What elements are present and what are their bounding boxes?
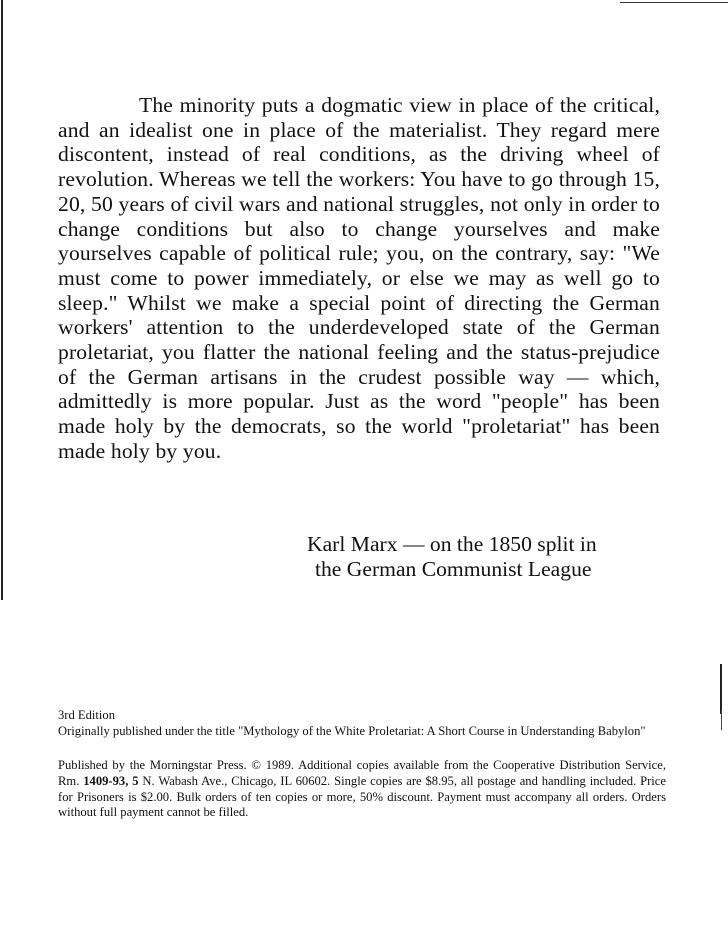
attribution-line-1: Karl Marx — on the 1850 split in: [307, 532, 597, 556]
edition-note: [58, 708, 666, 739]
scan-edge-right-lower: [721, 710, 722, 730]
publisher-info: [58, 758, 666, 821]
publisher-room-number: 1409-93, 5: [83, 773, 139, 788]
scan-edge-top: [620, 2, 728, 3]
scan-edge-right: [720, 664, 722, 714]
edition-label: 3rd Edition: [58, 708, 116, 722]
publisher-text-1: Published by the Morningstar Press. © 1989. Additional copies available from the Cooperative Distribution Service, Rm.: [58, 758, 666, 788]
attribution-line-2: the German Communist League: [315, 556, 592, 581]
epigraph-quote: The minority puts a dogmatic view in place of the critical, and an idealist one in place of the materialist. They regard mere discontent, instead of real conditions, as the driving wheel of revolution. Whereas we tell the workers: You have to go through 15, 20, 50 years of civil wars and national struggles, not only in order to change conditions but also to change yourselves and make yourselves capable of political rule; you, on the contrary, say: "We must come to power immediately, or else we may as well go to sleep." Whilst we make a special point of directing the German workers' attention to the underdeveloped state of the German proletariat, you flatter the national feeling and the status-prejudice of the German artisans in the crudest possible way — which, admittedly is more popular. Just as the word "people" has been made holy by the democrats, so the world "proletariat" has been made holy by you.: [58, 93, 660, 463]
quote-attribution: [307, 532, 597, 581]
scan-edge-left: [1, 0, 3, 600]
publisher-text-2: N. Wabash Ave., Chicago, IL 60602. Single copies are $8.95, all postage and handling included. Price for Prisoners is $2.00. Bulk orders of ten copies or more, 50% discount. Payment must accompany all orders. Orders without full payment cannot be filled.: [58, 773, 666, 820]
original-title-note: Originally published under the title "Mythology of the White Proletariat: A Short Course in Understanding Babylon": [58, 723, 646, 738]
